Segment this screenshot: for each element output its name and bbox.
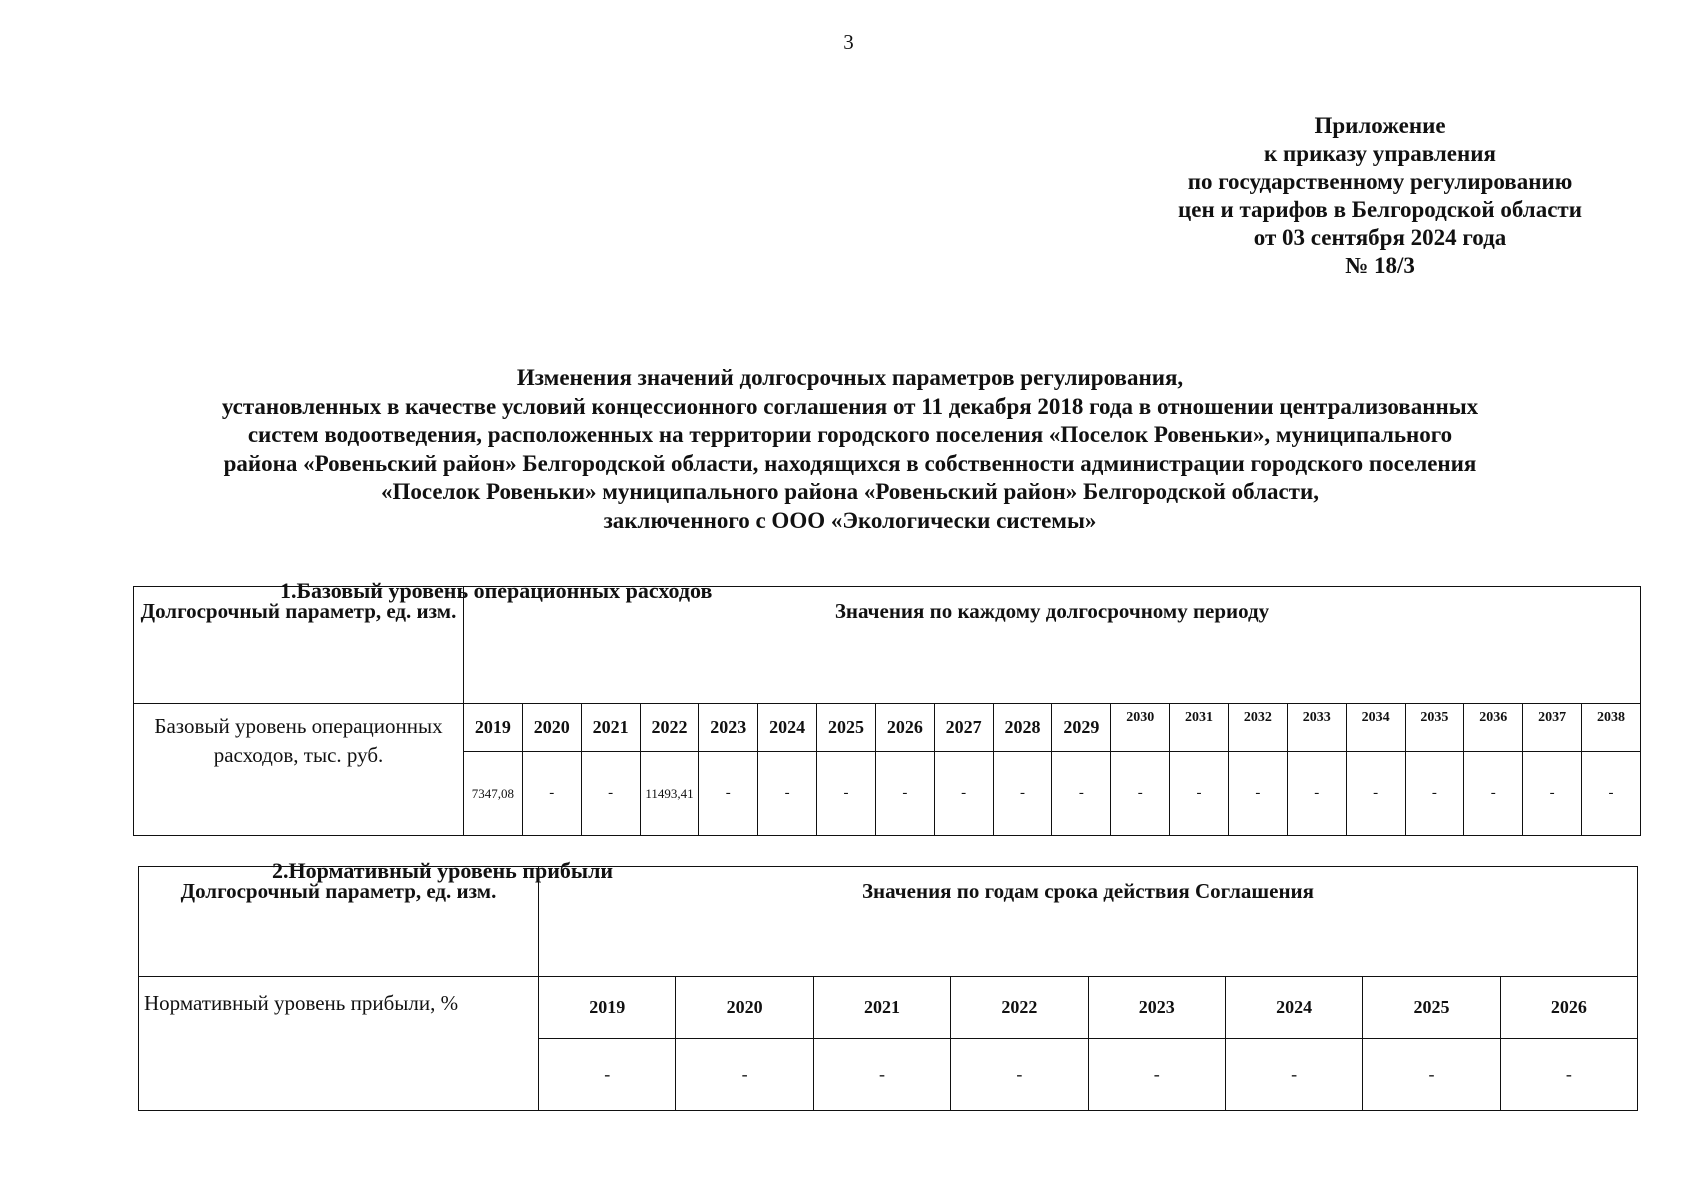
profit-table xyxy=(138,866,1638,1111)
year-cell: 2022 xyxy=(640,704,699,752)
year-cell: 2027 xyxy=(934,704,993,752)
section1-title: 1.Базовый уровень операционных расходов xyxy=(280,578,713,603)
year-cell: 2036 xyxy=(1464,704,1523,752)
year-cell: 2021 xyxy=(813,977,950,1039)
value-cell: - xyxy=(1225,1039,1362,1111)
value-cell: - xyxy=(1170,752,1229,836)
value-cell: - xyxy=(951,1039,1088,1111)
param-header: Долгосрочный параметр, ед. изм. xyxy=(134,587,464,704)
value-cell: - xyxy=(1111,752,1170,836)
value-cell: - xyxy=(817,752,876,836)
value-cell: - xyxy=(1363,1039,1500,1111)
title-line: установленных в качестве условий концессионного соглашения от 11 декабря 2018 года в отношении централизованных xyxy=(221,393,1479,419)
year-cell: 2033 xyxy=(1287,704,1346,752)
year-cell: 2026 xyxy=(875,704,934,752)
appendix-block xyxy=(1100,112,1660,280)
value-cell: - xyxy=(1088,1039,1225,1111)
year-cell: 2024 xyxy=(1225,977,1362,1039)
title-line: заключенного с ООО «Экологически системы» xyxy=(603,507,1097,533)
year-cell: 2026 xyxy=(1500,977,1637,1039)
appendix-line: Приложение xyxy=(1314,113,1446,138)
year-cell: 2023 xyxy=(1088,977,1225,1039)
year-cell: 2021 xyxy=(581,704,640,752)
value-cell: - xyxy=(1405,752,1464,836)
year-cell: 2019 xyxy=(539,977,676,1039)
value-cell: - xyxy=(676,1039,813,1111)
appendix-line: по государственному регулированию xyxy=(1187,169,1573,194)
title-line: «Поселок Ровеньки» муниципального района «Ровеньский район» Белгородской области, xyxy=(381,479,1319,504)
year-cell: 2029 xyxy=(1052,704,1111,752)
section2-title: 2.Нормативный уровень прибыли xyxy=(272,858,614,883)
appendix-line: цен и тарифов в Белгородской области xyxy=(1178,197,1582,222)
year-cell: 2034 xyxy=(1346,704,1405,752)
values-header: Значения по годам срока действия Соглашения xyxy=(539,867,1638,977)
year-cell: 2019 xyxy=(464,704,523,752)
year-cell: 2035 xyxy=(1405,704,1464,752)
value-cell: - xyxy=(934,752,993,836)
value-cell: 11493,41 xyxy=(640,752,699,836)
value-cell: - xyxy=(1228,752,1287,836)
value-cell: - xyxy=(1287,752,1346,836)
year-cell: 2020 xyxy=(676,977,813,1039)
year-cell: 2024 xyxy=(758,704,817,752)
page-number: 3 xyxy=(843,30,854,54)
param-header: Долгосрочный параметр, ед. изм. xyxy=(139,867,539,977)
year-cell: 2028 xyxy=(993,704,1052,752)
value-cell: - xyxy=(522,752,581,836)
year-cell: 2031 xyxy=(1170,704,1229,752)
value-cell: - xyxy=(758,752,817,836)
value-cell: - xyxy=(581,752,640,836)
title-line: района «Ровеньский район» Белгородской области, находящихся в собственности администрации городского поселения xyxy=(223,450,1477,476)
value-cell: - xyxy=(1523,752,1582,836)
years-row xyxy=(139,977,1638,1039)
year-cell: 2025 xyxy=(817,704,876,752)
year-cell: 2025 xyxy=(1363,977,1500,1039)
value-cell: - xyxy=(1464,752,1523,836)
appendix-line: № 18/3 xyxy=(1345,253,1415,278)
value-cell: - xyxy=(539,1039,676,1111)
value-cell: - xyxy=(993,752,1052,836)
values-header: Значения по каждому долгосрочному периоду xyxy=(464,587,1641,704)
year-cell: 2023 xyxy=(699,704,758,752)
value-cell: - xyxy=(699,752,758,836)
appendix-line: от 03 сентября 2024 года xyxy=(1253,225,1507,250)
opex-table xyxy=(133,586,1641,836)
value-cell: - xyxy=(1052,752,1111,836)
year-cell: 2020 xyxy=(522,704,581,752)
value-cell: - xyxy=(875,752,934,836)
value-cell: - xyxy=(813,1039,950,1111)
year-cell: 2030 xyxy=(1111,704,1170,752)
years-row xyxy=(134,704,1641,752)
value-cell: 7347,08 xyxy=(464,752,523,836)
year-cell: 2038 xyxy=(1582,704,1641,752)
value-cell: - xyxy=(1500,1039,1637,1111)
title-line: Изменения значений долгосрочных параметров регулирования, xyxy=(516,365,1184,390)
param-name: Базовый уровень операционных расходов, тыс. руб. xyxy=(134,704,464,836)
value-cell: - xyxy=(1582,752,1641,836)
year-cell: 2022 xyxy=(951,977,1088,1039)
appendix-line: к приказу управления xyxy=(1264,141,1496,166)
param-name: Нормативный уровень прибыли, % xyxy=(139,977,539,1111)
year-cell: 2032 xyxy=(1228,704,1287,752)
title-line: систем водоотведения, расположенных на территории городского поселения «Поселок Ровеньки», муниципального xyxy=(247,422,1453,447)
document-title xyxy=(100,364,1600,535)
value-cell: - xyxy=(1346,752,1405,836)
year-cell: 2037 xyxy=(1523,704,1582,752)
